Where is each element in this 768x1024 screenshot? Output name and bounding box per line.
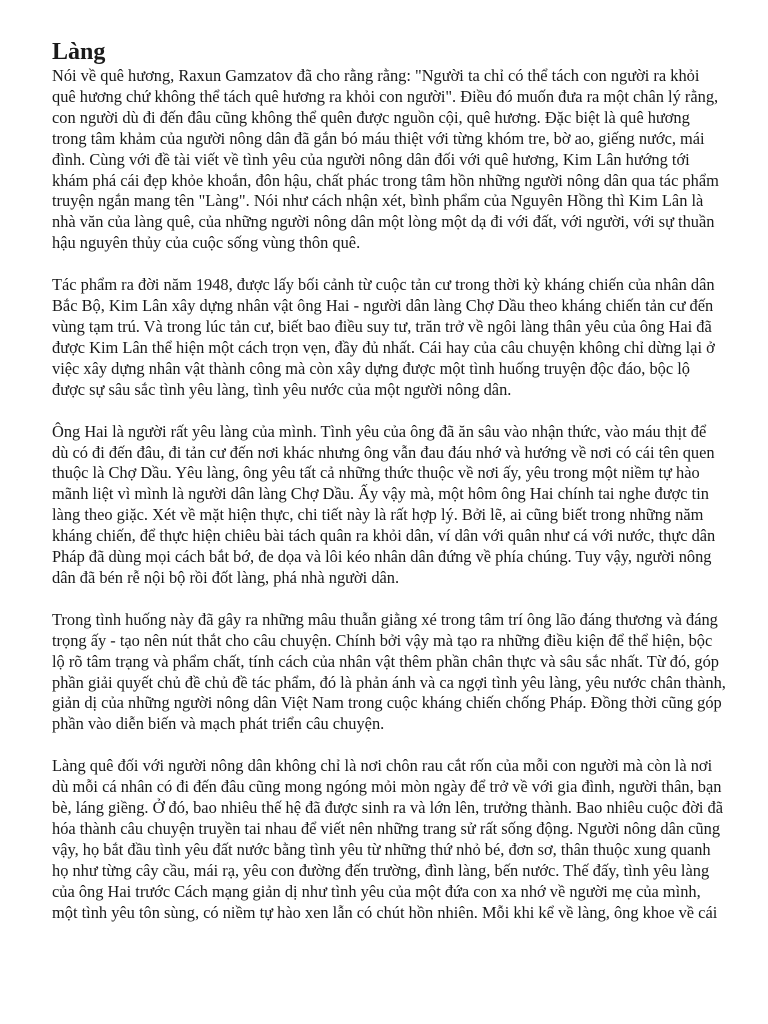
paragraph-situation: Trong tình huống này đã gây ra những mâu thuẫn giằng xé trong tâm trí ông lão đáng thương và đáng trọng ấy - tạo nên nút thắt cho câu chuyện. Chính bởi vậy mà tạo ra những điều kiện để thể hiện, bộc lộ rõ tâm trạng và phẩm chất, tính cách của nhân vật thêm phần chân thực và sâu sắc nhất. Từ đó, góp phần giải quyết chủ đề chủ đề tác phẩm, đó là phản ánh và ca ngợi tình yêu làng, yêu nước chân thành, giản dị của những người nông dân Việt Nam trong cuộc kháng chiến chống Pháp. Đồng thời cũng góp phần vào diễn biến và mạch phát triển câu chuyện. [52,609,726,734]
paragraph-intro: Nói về quê hương, Raxun Gamzatov đã cho rằng rằng: "Người ta chỉ có thể tách con người ra khỏi quê hương chứ không thể tách quê hương ra khỏi con người". Điều đó muốn đưa ra một chân lý rằng, con người dù đi đến đâu cũng không thể quên được nguồn cội, quê hương. Đặc biệt là quê hương trong tâm khảm của người nông dân đã gắn bó máu thiệt với từng khóm tre, bờ ao, giếng nước, mái đình. Cùng với đề tài viết về tình yêu của người nông dân đối với quê hương, Kim Lân hướng tới khám phá cái đẹp khỏe khoắn, đôn hậu, chất phác trong tâm hồn những người nông dân qua tác phẩm truyện ngắn mang tên "Làng". Nói như cách nhận xét, bình phẩm của Nguyên Hồng thì Kim Lân là nhà văn của làng quê, của những người nông dân một lòng một dạ đi với đất, với người, với sự thuần hậu nguyên thủy của cuộc sống vùng thôn quê. [52,66,719,253]
paragraph-ong-hai: Ông Hai là người rất yêu làng của mình. Tình yêu của ông đã ăn sâu vào nhận thức, vào máu thịt để dù có đi đến đâu, đi tản cư đến nơi khác nhưng ông vẫn đau đáu nhớ và hướng về nơi có cái tên quen thuộc là Chợ Dầu. Yêu làng, ông yêu tất cả những thức thuộc về nơi ấy, yêu trong một niềm tự hào mãnh liệt vì mình là người dân làng Chợ Dầu. Ấy vậy mà, một hôm ông Hai chính tai nghe được tin làng theo giặc. Xét về mặt hiện thực, chi tiết này là rất hợp lý. Bởi lẽ, ai cũng biết trong những năm kháng chiến, để thực hiện chiêu bài tách quân ra khỏi dân, ví dân với quân như cá với nước, thực dân Pháp đã dùng mọi cách bắt bớ, đe dọa và lôi kéo nhân dân đứng về phía chúng. Tuy vậy, người nông dân đã bén rễ nội bộ rồi đốt làng, phá nhà người dân. [52,421,716,587]
paragraph-context: Tác phẩm ra đời năm 1948, được lấy bối cảnh từ cuộc tản cư trong thời kỳ kháng chiến của nhân dân Bắc Bộ, Kim Lân xây dựng nhân vật ông Hai - người dân làng Chợ Dầu theo kháng chiến tản cư đến vùng tạm trú. Và trong lúc tản cư, biết bao điều suy tư, trăn trở về ngôi làng thân yêu của ông Hai đã được Kim Lân thể hiện một cách trọn vẹn, đầy đủ nhất. Cái hay của câu chuyện không chỉ dừng lại ở việc xây dựng nhân vật thành công mà còn xây dựng được một tình huống truyện độc đáo, bộc lộ được sự sâu sắc tình yêu làng, tình yêu nước của một người nông dân. [52,275,715,399]
paragraph-village: Làng quê đối với người nông dân không chỉ là nơi chôn rau cắt rốn của mỗi con người mà còn là nơi dù mỗi cá nhân có đi đến đâu cũng mong ngóng mỏi mòn ngày để trở về với gia đình, người thân, bạn bè, láng giềng. Ở đó, bao nhiêu thế hệ đã được sinh ra và lớn lên, trưởng thành. Bao nhiêu cuộc đời đã hóa thành câu chuyện truyền tai nhau để viết nên những trang sử rất sống động. Người nông dân cũng vậy, họ bắt đầu tình yêu đất nước bằng tình yêu từ những thứ nhỏ bé, đơn sơ, thân thuộc xung quanh họ như từng cây cầu, mái rạ, yêu con đường đến trường, đình làng, bến nước. Thế đấy, tình yêu làng của ông Hai trước Cách mạng giản dị như tình yêu của một đứa con xa nhớ về người mẹ của mình, một tình yêu tôn sùng, có niềm tự hào xen lẫn có chút hồn nhiên. Mỗi khi kể về làng, ông khoe về cái [52,756,724,922]
document-title: Làng [52,39,106,65]
